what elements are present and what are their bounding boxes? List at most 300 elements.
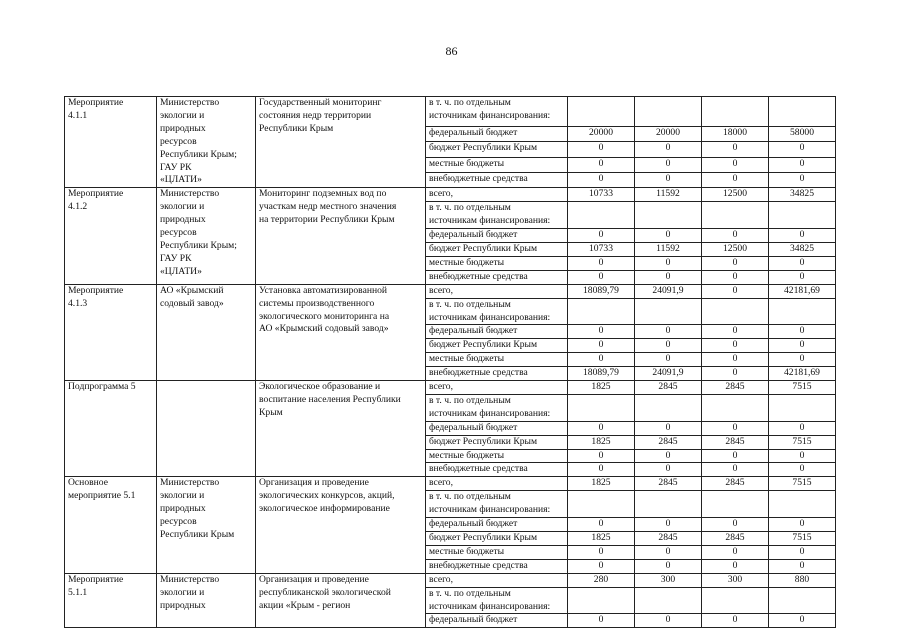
amount-value: 18000 — [723, 126, 747, 138]
amount-cell — [769, 367, 836, 381]
amount-value: 0 — [665, 421, 671, 433]
funding-source-label: бюджет Республики Крым — [429, 532, 538, 543]
amount-cell — [702, 559, 769, 573]
amount-cell — [702, 157, 769, 172]
funding-source-label: местные бюджеты — [429, 157, 505, 169]
description-cell — [256, 284, 426, 380]
amount-value: 0 — [665, 172, 671, 184]
amount-value: 0 — [598, 421, 604, 433]
amount-cell — [635, 449, 702, 463]
table-row — [65, 573, 836, 587]
amount-cell — [769, 518, 836, 532]
amount-value: 0 — [598, 172, 604, 184]
amount-cell — [769, 353, 836, 367]
amount-cell — [568, 573, 635, 587]
amount-cell — [635, 463, 702, 477]
funding-source-label: всего, — [429, 573, 453, 585]
funding-source-label: федеральный бюджет — [429, 518, 518, 530]
amount-cell — [635, 284, 702, 298]
amount-cell — [702, 284, 769, 298]
amount-value: 34825 — [790, 188, 814, 200]
amount-value: 7515 — [792, 477, 812, 489]
amount-cell — [635, 157, 702, 172]
amount-cell — [769, 449, 836, 463]
amount-cell — [635, 97, 702, 127]
amount-value: 0 — [732, 325, 738, 337]
table-row — [65, 477, 836, 491]
page-number: 86 — [445, 44, 458, 58]
amount-cell — [702, 614, 769, 628]
amount-value: 12500 — [723, 242, 747, 254]
amount-value: 0 — [799, 559, 805, 571]
funding-source-label: всего, — [429, 477, 453, 489]
amount-value: 2845 — [658, 435, 678, 447]
amount-value: 0 — [665, 339, 671, 351]
amount-cell — [635, 532, 702, 546]
amount-value: 2845 — [658, 477, 678, 489]
funding-source-cell — [426, 477, 568, 491]
amount-cell — [702, 172, 769, 187]
description-cell — [256, 97, 426, 188]
amount-value: 2845 — [658, 381, 678, 393]
amount-value: 0 — [799, 325, 805, 337]
funding-source-cell — [426, 435, 568, 449]
amount-cell — [635, 256, 702, 270]
amount-value: 7515 — [792, 435, 812, 447]
amount-value: 0 — [732, 157, 738, 169]
amount-cell — [769, 229, 836, 243]
amount-value: 20000 — [589, 126, 613, 138]
funding-source-label: местные бюджеты — [429, 353, 505, 365]
amount-cell — [568, 477, 635, 491]
funding-source-label: федеральный бюджет — [429, 421, 518, 433]
amount-value: 0 — [799, 256, 805, 268]
activity-name-cell — [65, 188, 157, 284]
amount-cell — [702, 449, 769, 463]
funding-source-cell — [426, 421, 568, 435]
amount-value: 11592 — [656, 188, 680, 200]
amount-cell — [702, 587, 769, 614]
amount-value: 0 — [732, 545, 738, 557]
amount-value: 0 — [665, 614, 671, 626]
amount-cell — [568, 421, 635, 435]
amount-cell — [568, 545, 635, 559]
description-cell — [256, 477, 426, 573]
amount-cell — [702, 298, 769, 325]
amount-cell — [702, 270, 769, 284]
amount-cell — [769, 284, 836, 298]
funding-source-label: в т. ч. по отдельным источникам финансирования: — [429, 298, 551, 323]
funding-source-label: федеральный бюджет — [429, 325, 518, 337]
amount-cell — [635, 172, 702, 187]
amount-cell — [635, 421, 702, 435]
funding-source-label: федеральный бюджет — [429, 614, 518, 626]
amount-cell — [568, 449, 635, 463]
amount-cell — [635, 435, 702, 449]
amount-cell — [568, 126, 635, 141]
executor-cell — [157, 573, 256, 628]
funding-source-label: местные бюджеты — [429, 256, 505, 268]
amount-cell — [702, 242, 769, 256]
amount-cell — [568, 298, 635, 325]
amount-value: 0 — [732, 518, 738, 530]
amount-cell — [702, 367, 769, 381]
funding-source-cell — [426, 270, 568, 284]
activity-name-text: Мероприятие 4.1.3 — [68, 284, 124, 309]
amount-cell — [635, 339, 702, 353]
amount-cell — [702, 353, 769, 367]
description-text: Государственный мониторинг состояния недр территории Республики Крым — [259, 97, 382, 134]
amount-value: 880 — [794, 573, 810, 585]
amount-cell — [769, 298, 836, 325]
amount-cell — [635, 188, 702, 202]
amount-value: 0 — [732, 367, 738, 379]
description-text: Организация и проведение республиканской экологической акции «Крым - регион — [259, 573, 391, 611]
amount-cell — [568, 242, 635, 256]
funding-source-label: всего, — [429, 381, 453, 393]
amount-value: 2845 — [725, 477, 745, 489]
amount-value: 1825 — [591, 381, 611, 393]
funding-source-label: внебюджетные средства — [429, 270, 528, 282]
amount-value: 58000 — [790, 126, 814, 138]
amount-cell — [702, 256, 769, 270]
amount-value: 0 — [799, 339, 805, 351]
amount-value: 0 — [598, 463, 604, 475]
amount-cell — [635, 142, 702, 157]
amount-cell — [769, 126, 836, 141]
description-cell — [256, 381, 426, 477]
amount-value: 0 — [799, 421, 805, 433]
amount-cell — [568, 339, 635, 353]
amount-cell — [702, 477, 769, 491]
executor-cell — [157, 381, 256, 477]
funding-source-cell — [426, 559, 568, 573]
amount-cell — [769, 491, 836, 518]
amount-cell — [702, 435, 769, 449]
amount-cell — [769, 394, 836, 421]
amount-cell — [568, 491, 635, 518]
amount-value: 0 — [665, 157, 671, 169]
amount-cell — [635, 394, 702, 421]
amount-cell — [635, 381, 702, 395]
amount-cell — [769, 172, 836, 187]
amount-cell — [568, 381, 635, 395]
amount-value: 0 — [732, 256, 738, 268]
table-row — [65, 188, 836, 202]
amount-cell — [702, 532, 769, 546]
funding-source-label: внебюджетные средства — [429, 172, 528, 184]
amount-value: 0 — [665, 229, 671, 241]
amount-value: 300 — [660, 573, 676, 585]
amount-cell — [769, 381, 836, 395]
amount-value: 0 — [665, 518, 671, 530]
amount-value: 0 — [665, 256, 671, 268]
funding-source-label: внебюджетные средства — [429, 463, 528, 475]
table-row — [65, 381, 836, 395]
amount-value: 0 — [799, 157, 805, 169]
amount-cell — [702, 573, 769, 587]
activity-name-text: Подпрограмма 5 — [68, 381, 136, 393]
amount-value: 0 — [732, 172, 738, 184]
activity-name-text: Мероприятие 5.1.1 — [68, 573, 124, 598]
amount-cell — [568, 142, 635, 157]
funding-source-cell — [426, 242, 568, 256]
funding-source-cell — [426, 157, 568, 172]
amount-value: 1825 — [591, 532, 611, 543]
amount-value: 0 — [598, 614, 604, 626]
amount-value: 0 — [799, 449, 805, 461]
amount-cell — [635, 298, 702, 325]
amount-value: 42181,69 — [784, 284, 820, 296]
amount-cell — [769, 545, 836, 559]
amount-cell — [702, 381, 769, 395]
funding-source-cell — [426, 381, 568, 395]
amount-cell — [635, 491, 702, 518]
funding-source-label: местные бюджеты — [429, 545, 505, 557]
executor-text: Министерство экологии и природных — [160, 573, 220, 611]
amount-value: 7515 — [792, 381, 812, 393]
amount-cell — [702, 188, 769, 202]
description-text: Организация и проведение экологических конкурсов, акций, экологическое информирование — [259, 477, 395, 515]
amount-cell — [769, 463, 836, 477]
amount-cell — [769, 142, 836, 157]
funding-source-label: местные бюджеты — [429, 449, 505, 461]
executor-text: Министерство экологии и природных ресурсов Республики Крым; ГАУ РК «ЦЛАТИ» — [160, 188, 237, 277]
amount-cell — [568, 229, 635, 243]
funding-source-cell — [426, 202, 568, 229]
amount-cell — [769, 325, 836, 339]
amount-cell — [568, 587, 635, 614]
amount-value: 1825 — [591, 477, 611, 489]
amount-cell — [769, 202, 836, 229]
amount-value: 0 — [598, 559, 604, 571]
funding-source-cell — [426, 614, 568, 628]
description-text: Мониторинг подземных вод по участкам недр местного значения на территории Республики Крым — [259, 188, 397, 226]
amount-value: 7515 — [792, 532, 812, 543]
description-text: Экологическое образование и воспитание населения Республики Крым — [259, 381, 401, 418]
executor-cell — [157, 284, 256, 380]
amount-value: 0 — [665, 559, 671, 571]
amount-cell — [635, 573, 702, 587]
funding-source-label: всего, — [429, 188, 453, 200]
funding-source-cell — [426, 256, 568, 270]
amount-cell — [635, 614, 702, 628]
amount-value: 0 — [799, 229, 805, 241]
amount-cell — [769, 270, 836, 284]
funding-source-label: внебюджетные средства — [429, 559, 528, 571]
amount-cell — [702, 325, 769, 339]
amount-value: 0 — [799, 142, 805, 154]
funding-source-label: в т. ч. по отдельным источникам финансирования: — [429, 202, 551, 227]
executor-cell — [157, 477, 256, 573]
amount-value: 0 — [732, 449, 738, 461]
amount-value: 300 — [727, 573, 743, 585]
amount-cell — [635, 270, 702, 284]
funding-source-label: бюджет Республики Крым — [429, 242, 538, 254]
funding-source-label: федеральный бюджет — [429, 229, 518, 241]
amount-value: 0 — [732, 339, 738, 351]
table-row — [65, 97, 836, 127]
amount-value: 11592 — [656, 242, 680, 254]
amount-cell — [568, 394, 635, 421]
funding-source-cell — [426, 573, 568, 587]
funding-source-cell — [426, 394, 568, 421]
funding-source-cell — [426, 532, 568, 546]
amount-cell — [702, 339, 769, 353]
amount-cell — [568, 157, 635, 172]
activity-name-cell — [65, 477, 157, 573]
funding-source-cell — [426, 284, 568, 298]
funding-source-label: в т. ч. по отдельным источникам финансирования: — [429, 394, 551, 419]
amount-cell — [568, 367, 635, 381]
funding-source-cell — [426, 587, 568, 614]
executor-cell — [157, 97, 256, 188]
amount-cell — [702, 491, 769, 518]
amount-value: 0 — [732, 142, 738, 154]
financing-table — [64, 96, 836, 628]
amount-value: 0 — [732, 270, 738, 282]
amount-value: 0 — [665, 353, 671, 365]
amount-value: 42181,69 — [784, 367, 820, 379]
amount-cell — [568, 188, 635, 202]
amount-cell — [635, 545, 702, 559]
amount-cell — [769, 532, 836, 546]
amount-cell — [568, 353, 635, 367]
amount-cell — [568, 172, 635, 187]
amount-value: 0 — [598, 449, 604, 461]
amount-cell — [635, 242, 702, 256]
amount-cell — [702, 142, 769, 157]
amount-value: 20000 — [656, 126, 680, 138]
funding-source-cell — [426, 339, 568, 353]
amount-cell — [635, 229, 702, 243]
amount-cell — [568, 518, 635, 532]
amount-cell — [635, 202, 702, 229]
amount-value: 18089,79 — [583, 284, 619, 296]
funding-source-label: в т. ч. по отдельным источникам финансирования: — [429, 97, 551, 121]
funding-source-cell — [426, 172, 568, 187]
amount-cell — [568, 532, 635, 546]
amount-value: 0 — [665, 463, 671, 475]
amount-value: 2845 — [658, 532, 678, 543]
amount-value: 0 — [665, 325, 671, 337]
amount-value: 18089,79 — [583, 367, 619, 379]
amount-value: 0 — [598, 256, 604, 268]
amount-cell — [702, 97, 769, 127]
amount-value: 0 — [598, 270, 604, 282]
funding-source-cell — [426, 491, 568, 518]
amount-value: 0 — [732, 421, 738, 433]
description-cell — [256, 573, 426, 628]
amount-cell — [702, 463, 769, 477]
amount-value: 0 — [598, 545, 604, 557]
amount-value: 0 — [665, 142, 671, 154]
activity-name-text: Мероприятие 4.1.2 — [68, 188, 124, 213]
amount-cell — [568, 202, 635, 229]
activity-name-cell — [65, 284, 157, 380]
amount-value: 0 — [799, 614, 805, 626]
amount-value: 0 — [732, 614, 738, 626]
amount-value: 2845 — [725, 381, 745, 393]
amount-cell — [568, 325, 635, 339]
amount-cell — [635, 367, 702, 381]
amount-value: 0 — [732, 463, 738, 475]
amount-value: 0 — [799, 172, 805, 184]
amount-value: 0 — [598, 325, 604, 337]
funding-source-cell — [426, 449, 568, 463]
amount-value: 0 — [732, 229, 738, 241]
amount-value: 0 — [732, 559, 738, 571]
amount-cell — [635, 477, 702, 491]
amount-cell — [702, 126, 769, 141]
amount-cell — [769, 188, 836, 202]
amount-value: 0 — [799, 463, 805, 475]
amount-cell — [702, 394, 769, 421]
amount-cell — [635, 126, 702, 141]
table-row — [65, 284, 836, 298]
activity-name-text: Основное мероприятие 5.1 — [68, 477, 136, 502]
amount-value: 2845 — [725, 435, 745, 447]
amount-cell — [568, 284, 635, 298]
activity-name-cell — [65, 381, 157, 477]
amount-value: 0 — [665, 270, 671, 282]
funding-source-label: всего, — [429, 284, 453, 296]
funding-source-cell — [426, 142, 568, 157]
activity-name-cell — [65, 97, 157, 188]
amount-cell — [635, 518, 702, 532]
amount-value: 0 — [799, 270, 805, 282]
activity-name-text: Мероприятие 4.1.1 — [68, 97, 124, 121]
amount-cell — [568, 614, 635, 628]
amount-cell — [568, 559, 635, 573]
amount-value: 0 — [665, 545, 671, 557]
amount-value: 12500 — [723, 188, 747, 200]
executor-text: Министерство экологии и природных ресурсов Республики Крым — [160, 477, 235, 540]
funding-source-label: в т. ч. по отдельным источникам финансирования: — [429, 587, 551, 612]
funding-source-label: бюджет Республики Крым — [429, 435, 538, 447]
executor-cell — [157, 188, 256, 284]
amount-cell — [769, 435, 836, 449]
table-body — [65, 97, 836, 628]
description-cell — [256, 188, 426, 284]
amount-cell — [769, 157, 836, 172]
amount-cell — [769, 614, 836, 628]
amount-cell — [769, 421, 836, 435]
amount-cell — [568, 463, 635, 477]
amount-value: 0 — [598, 339, 604, 351]
amount-cell — [568, 256, 635, 270]
funding-source-cell — [426, 325, 568, 339]
executor-text: Министерство экологии и природных ресурсов Республики Крым; ГАУ РК «ЦЛАТИ» — [160, 97, 237, 186]
funding-source-label: бюджет Республики Крым — [429, 142, 538, 154]
amount-value: 0 — [598, 518, 604, 530]
activity-name-cell — [65, 573, 157, 628]
amount-cell — [635, 559, 702, 573]
amount-value: 10733 — [589, 242, 613, 254]
amount-value: 0 — [598, 142, 604, 154]
amount-cell — [702, 229, 769, 243]
amount-cell — [769, 477, 836, 491]
funding-source-cell — [426, 518, 568, 532]
amount-cell — [702, 518, 769, 532]
amount-cell — [702, 421, 769, 435]
amount-cell — [769, 256, 836, 270]
amount-value: 10733 — [589, 188, 613, 200]
funding-source-label: бюджет Республики Крым — [429, 339, 538, 351]
amount-cell — [568, 270, 635, 284]
amount-value: 0 — [732, 284, 738, 296]
funding-source-cell — [426, 97, 568, 127]
